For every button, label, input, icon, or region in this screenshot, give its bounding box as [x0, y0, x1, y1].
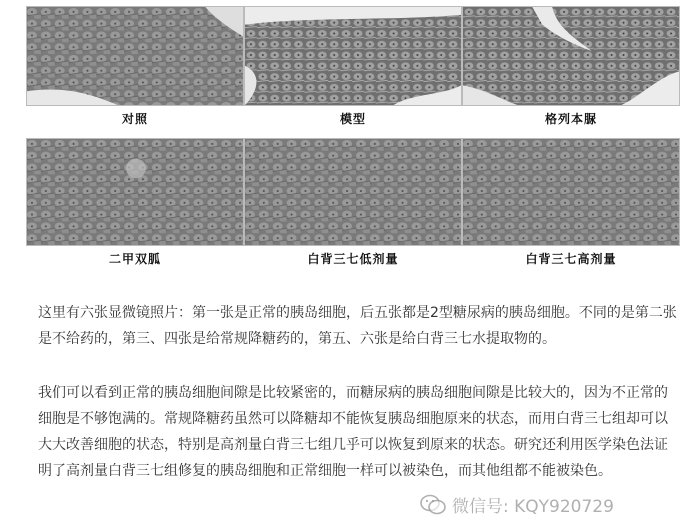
- micrograph-cell: [26, 138, 244, 274]
- caption: 二甲双胍: [108, 252, 161, 266]
- micrograph-metformin: [26, 138, 244, 246]
- watermark-text: 微信号: KQY920729: [452, 497, 614, 517]
- micrograph-row-2: [26, 138, 672, 274]
- micrograph-cell: [244, 138, 462, 274]
- micrograph-glibenclamide: [462, 6, 680, 106]
- wechat-watermark: [420, 492, 614, 517]
- micrograph-control: [26, 6, 244, 106]
- micrograph-cell: [244, 6, 462, 134]
- micrograph-cell: [26, 6, 244, 134]
- micrograph-cell: [462, 6, 680, 134]
- micrograph-row-1: [26, 6, 672, 134]
- caption: 格列本脲: [544, 112, 597, 126]
- caption: 白背三七低剂量: [307, 252, 399, 266]
- caption: 模型: [339, 112, 366, 126]
- micrograph-high-dose: [462, 138, 680, 246]
- micrograph-cell: [462, 138, 680, 274]
- caption: 白背三七高剂量: [525, 252, 617, 266]
- micrograph-model: [244, 6, 462, 106]
- paragraph-analysis: 我们可以看到正常的胰岛细胞间隙是比较紧密的，而糖尿病的胰岛细胞间隙是比较大的，因为不正常的细胞是不够饱满的。常规降糖药虽然可以降糖却不能恢复胰岛细胞原来的状态，而用白背三七组却可以大大改善细胞的状态，特别是高剂量白背三七组几乎可以恢复到原来的状态。研究还利用医学染色法证明了高剂量白背三七组修复的胰岛细胞和正常细胞一样可以被染色，而其他组都不能被染色。: [38, 385, 668, 479]
- caption: 对照: [121, 112, 148, 126]
- wechat-icon: [420, 494, 446, 516]
- micrograph-low-dose: [244, 138, 462, 246]
- paragraph-intro: 这里有六张显微镜照片：第一张是正常的胰岛细胞，后五张都是2型糖尿病的胰岛细胞。不同的是第二张是不给药的，第三、四张是给常规降糖药的，第五、六张是给白背三七水提取物的。: [38, 305, 677, 347]
- micrograph-grid: [26, 6, 672, 274]
